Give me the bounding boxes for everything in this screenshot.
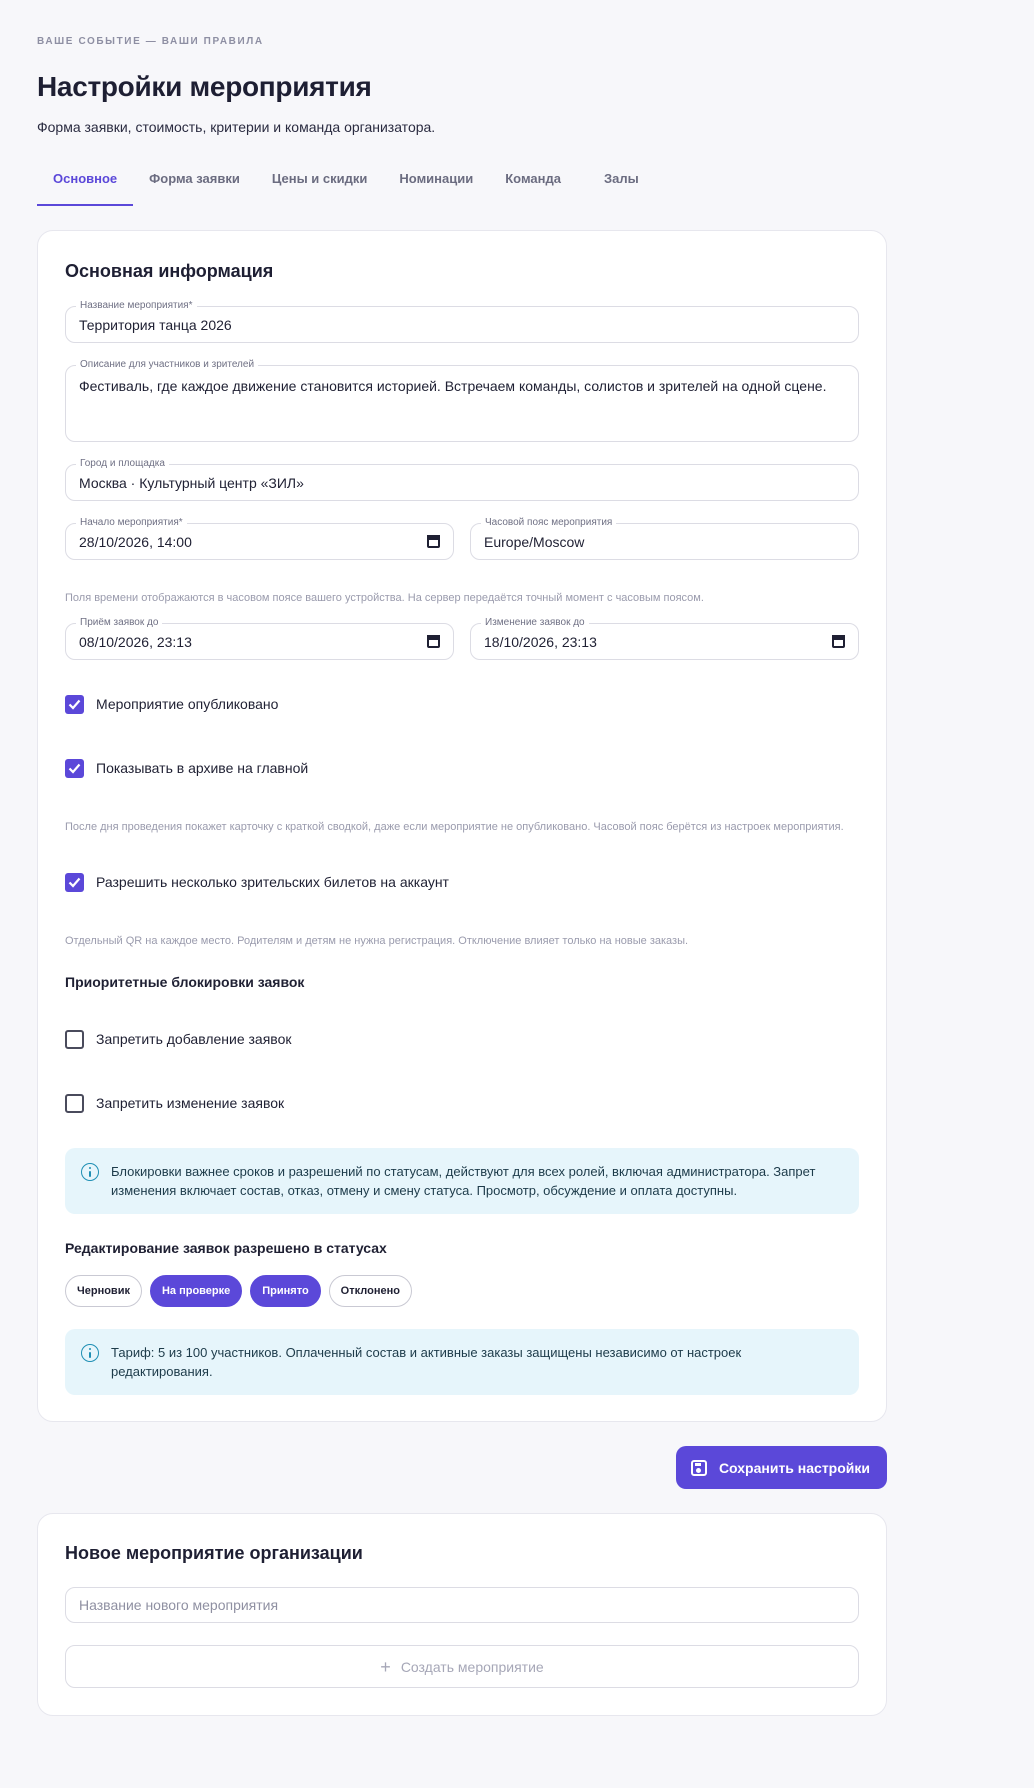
lock-add-checkbox-row[interactable]: [65, 1029, 859, 1049]
event-name-field[interactable]: [65, 300, 859, 343]
lock-edit-checkbox-row[interactable]: [65, 1093, 859, 1113]
save-row: [37, 1446, 887, 1489]
start-datetime-value: 28/10/2026, 14:00: [79, 534, 192, 550]
create-event-button[interactable]: [65, 1645, 859, 1688]
status-chips: [65, 1275, 859, 1307]
checkmark-icon: [68, 699, 81, 710]
calendar-icon[interactable]: [427, 635, 440, 648]
event-name-value: Территория танца 2026: [79, 317, 232, 333]
timezone-label: Часовой пояс мероприятия: [481, 517, 616, 529]
info-icon: [81, 1163, 99, 1181]
tab-prices[interactable]: Цены и скидки: [271, 171, 368, 186]
published-checkbox[interactable]: [65, 695, 84, 714]
lock-add-label: Запретить добавление заявок: [96, 1031, 292, 1047]
edit-until-label: Изменение заявок до: [481, 617, 589, 629]
timezone-field[interactable]: [470, 517, 859, 560]
page-subtitle: Форма заявки, стоимость, критерии и команда организатора.: [37, 119, 436, 135]
archive-label: Показывать в архиве на главной: [96, 760, 309, 776]
tabs: [37, 164, 997, 206]
locks-info-box: [65, 1148, 859, 1214]
basic-info-title: Основная информация: [65, 261, 274, 281]
archive-checkbox[interactable]: [65, 759, 84, 778]
tab-nominations[interactable]: Номинации: [399, 171, 474, 186]
status-chip-rejected[interactable]: Отклонено: [329, 1275, 412, 1307]
archive-checkbox-row[interactable]: [65, 758, 859, 778]
lock-add-checkbox[interactable]: [65, 1030, 84, 1049]
info-icon: [81, 1344, 99, 1362]
tariff-info-text: Тариф: 5 из 100 участников. Оплаченный состав и активные заказы защищены независимо от настроек редактирования.: [111, 1345, 742, 1379]
time-hint: Поля времени отображаются в часовом поясе вашего устройства. На сервер передаётся точный момент с часовым поясом.: [65, 592, 704, 604]
timezone-value: Europe/Moscow: [484, 534, 585, 550]
status-chip-review[interactable]: На проверке: [150, 1275, 242, 1307]
multi-tickets-checkbox[interactable]: [65, 873, 84, 892]
apps-until-field[interactable]: [65, 617, 454, 660]
deadline-row: [65, 617, 859, 660]
published-label: Мероприятие опубликовано: [96, 696, 279, 712]
tickets-hint: Отдельный QR на каждое место. Родителям и детям не нужна регистрация. Отключение влияет только на новые заказы.: [65, 935, 689, 947]
archive-hint: После дня проведения покажет карточку с краткой сводкой, даже если мероприятие не опубликовано. Часовой пояс берётся из настроек мероприятия.: [65, 821, 844, 833]
save-settings-button[interactable]: [676, 1446, 887, 1489]
status-chip-draft[interactable]: Черновик: [65, 1275, 142, 1307]
start-datetime-label: Начало мероприятия*: [76, 517, 187, 529]
plus-icon: +: [380, 1656, 391, 1677]
status-chip-accepted[interactable]: Принято: [250, 1275, 320, 1307]
event-name-label: Название мероприятия*: [76, 300, 197, 312]
basic-info-card: [37, 230, 887, 1422]
tab-halls[interactable]: Залы: [603, 171, 639, 186]
lock-edit-checkbox[interactable]: [65, 1094, 84, 1113]
tab-team[interactable]: Команда: [505, 171, 561, 186]
apps-until-value: 08/10/2026, 23:13: [79, 634, 192, 650]
calendar-icon[interactable]: [832, 635, 845, 648]
venue-value: Москва · Культурный центр «ЗИЛ»: [79, 475, 304, 491]
save-disk-icon: [691, 1460, 707, 1476]
calendar-icon[interactable]: [427, 535, 440, 548]
checkmark-icon: [68, 763, 81, 774]
new-event-card: [37, 1513, 887, 1716]
description-value: Фестиваль, где каждое движение становится историей. Встречаем команды, солистов и зрителей на одной сцене.: [79, 378, 827, 394]
lock-edit-label: Запретить изменение заявок: [96, 1095, 285, 1111]
tab-application-form[interactable]: Форма заявки: [149, 171, 240, 186]
description-field[interactable]: [65, 359, 859, 442]
statuses-title: Редактирование заявок разрешено в статусах: [65, 1240, 387, 1256]
save-settings-label: Сохранить настройки: [718, 1459, 870, 1476]
start-row: [65, 517, 859, 560]
create-event-label: Создать мероприятие: [400, 1658, 544, 1675]
multi-tickets-label: Разрешить несколько зрительских билетов на аккаунт: [96, 874, 449, 890]
new-event-title: Новое мероприятие организации: [65, 1543, 363, 1563]
edit-until-value: 18/10/2026, 23:13: [484, 634, 597, 650]
page-title: Настройки мероприятия: [37, 71, 372, 102]
venue-field[interactable]: [65, 458, 859, 501]
checkmark-icon: [68, 877, 81, 888]
apps-until-label: Приём заявок до: [76, 617, 162, 629]
description-label: Описание для участников и зрителей: [76, 359, 258, 371]
locks-title: Приоритетные блокировки заявок: [65, 974, 305, 990]
locks-info-text: Блокировки важнее сроков и разрешений по статусам, действуют для всех ролей, включая администратора. Запрет изменения включает состав, отказ, отмену и смену статуса. Просмотр, обсуждение и оплата доступны.: [111, 1164, 816, 1198]
published-checkbox-row[interactable]: [65, 694, 859, 714]
tab-basic[interactable]: Основное: [37, 164, 133, 206]
tariff-info-box: [65, 1329, 859, 1395]
new-event-name-input[interactable]: Название нового мероприятия: [65, 1587, 859, 1623]
start-datetime-field[interactable]: [65, 517, 454, 560]
edit-until-field[interactable]: [470, 617, 859, 660]
multi-tickets-checkbox-row[interactable]: [65, 872, 859, 892]
page-eyebrow: ВАШЕ СОБЫТИЕ — ВАШИ ПРАВИЛА: [37, 36, 264, 47]
venue-label: Город и площадка: [76, 458, 169, 470]
